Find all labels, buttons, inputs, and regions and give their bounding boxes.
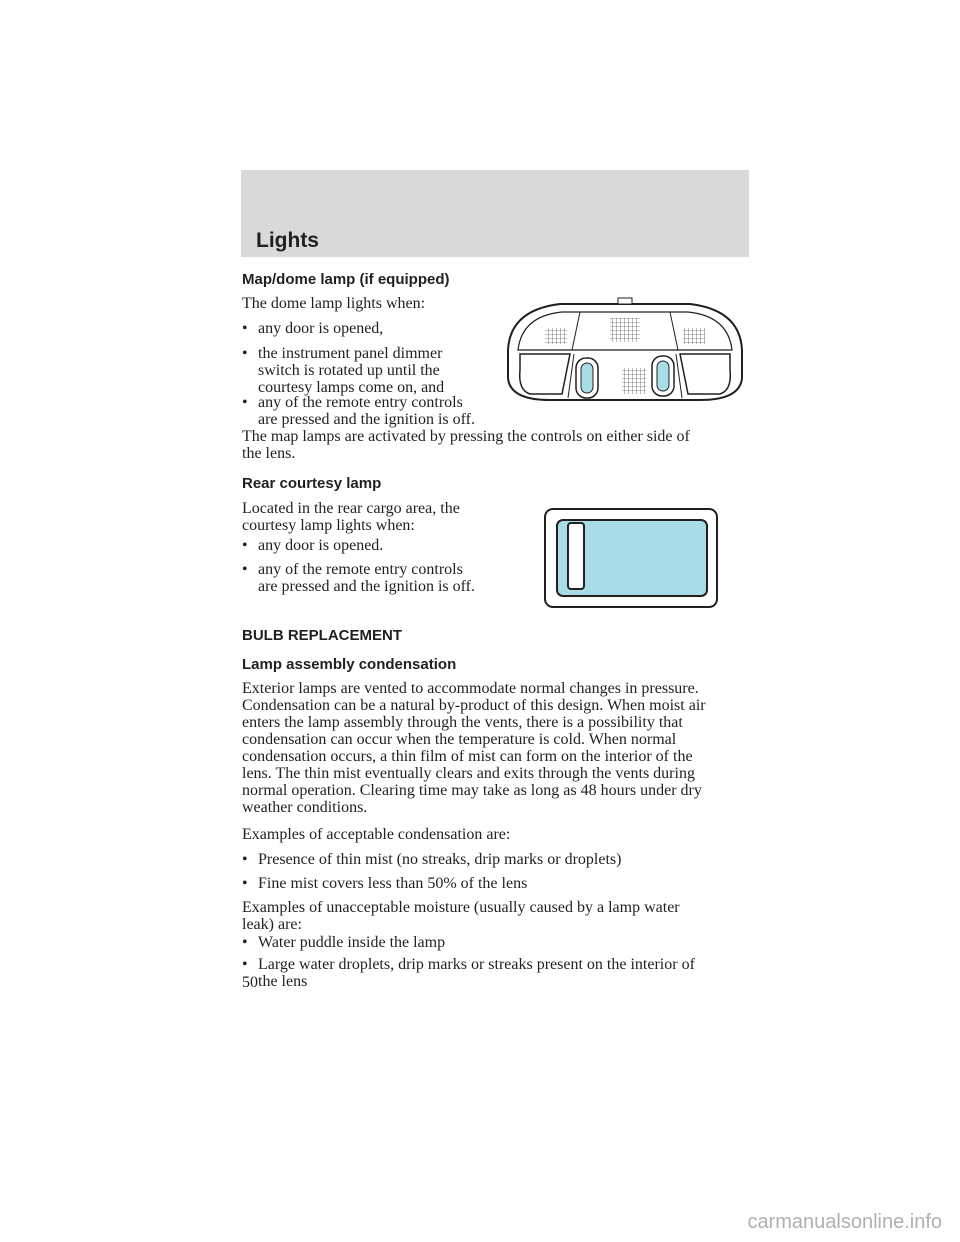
text-line: weather conditions. [242,799,368,816]
text-line: Located in the rear cargo area, the [242,500,460,517]
text-line: the lens. [242,445,296,462]
bullet-icon: • [242,345,248,362]
condensation-subheading: Lamp assembly condensation [242,656,457,673]
text-line: condensation can occur when the temperature is cold. When normal [242,731,677,748]
bullet-line: Large water droplets, drip marks or streaks present on the interior of [258,956,695,973]
text-line: The map lamps are activated by pressing the controls on either side of [242,428,690,445]
unacceptable-bullet-2 [242,956,695,990]
dome-bullet-2 [242,345,444,396]
text-line: Exterior lamps are vented to accommodate normal changes in pressure. [242,680,699,697]
text-line: courtesy lamp lights when: [242,517,415,534]
bullet-icon: • [242,320,248,337]
bullet-line: Water puddle inside the lamp [258,934,446,951]
dome-bullet-1 [242,320,383,337]
bullet-line: the lens [258,973,308,990]
bullet-line: any door is opened, [258,320,384,337]
bullet-icon: • [242,394,248,411]
watermark: carmanualsonline.info [747,1211,942,1233]
bulb-heading: BULB REPLACEMENT [242,627,402,644]
page-number: 50 [242,974,258,991]
bullet-line: Fine mist covers less than 50% of the lens [258,875,528,892]
bullet-line: courtesy lamps come on, and [258,379,445,396]
condensation-paragraph [242,680,706,816]
bullet-line: the instrument panel dimmer [258,345,443,362]
bullet-icon: • [242,934,248,951]
acceptable-intro: Examples of acceptable condensation are: [242,826,511,843]
acceptable-bullet-1 [242,851,621,868]
unacceptable-intro [242,899,680,933]
bullet-line: any of the remote entry controls [258,561,463,578]
bullet-line: are pressed and the ignition is off. [258,411,475,428]
dome-after-text [242,428,690,462]
bullet-line: are pressed and the ignition is off. [258,578,475,595]
bullet-icon: • [242,851,248,868]
bullet-line: any of the remote entry controls [258,394,463,411]
bullet-icon: • [242,956,248,973]
text-line: lens. The thin mist eventually clears and exits through the vents during [242,765,695,782]
bullet-icon: • [242,561,248,578]
unacceptable-bullet-1 [242,934,445,951]
rear-bullet-1 [242,537,383,554]
text-line: leak) are: [242,916,302,933]
bullet-line: any door is opened. [258,537,384,554]
dome-lamp-heading: Map/dome lamp (if equipped) [242,271,450,288]
text-line: enters the lamp assembly through the vents, there is a possibility that [242,714,683,731]
section-title: Lights [256,229,319,252]
rear-intro [242,500,460,534]
text-line: normal operation. Clearing time may take as long as 48 hours under dry [242,782,702,799]
rear-lamp-heading: Rear courtesy lamp [242,475,382,492]
acceptable-bullet-2 [242,875,527,892]
bullet-line: switch is rotated up until the [258,362,440,379]
bullet-icon: • [242,875,248,892]
bullet-icon: • [242,537,248,554]
text-line: Condensation can be a natural by-product of this design. When moist air [242,697,706,714]
rear-lamp-illustration [543,507,719,609]
dome-bullet-3 [242,394,475,428]
dome-intro: The dome lamp lights when: [242,295,426,312]
dome-lamp-illustration [500,290,750,410]
text-line: condensation occurs, a thin film of mist can form on the interior of the [242,748,693,765]
rear-bullet-2 [242,561,475,595]
bullet-line: Presence of thin mist (no streaks, drip marks or droplets) [258,851,622,868]
text-line: Examples of unacceptable moisture (usually caused by a lamp water [242,899,680,916]
